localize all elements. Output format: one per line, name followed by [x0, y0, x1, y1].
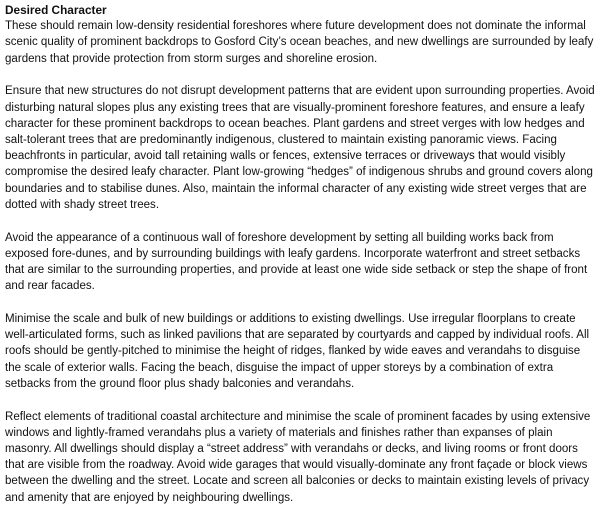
paragraph-intro: These should remain low-density residential foreshores where future development does not dominate the informal scenic quality of prominent backdrops to Gosford City’s ocean beaches, and new dwellings are surrounded by leafy gardens that provide protection from storm surges and shoreline erosion. — [5, 20, 594, 65]
paragraph-setbacks: Avoid the appearance of a continuous wall of foreshore development by setting all building works back from exposed fore-dunes, and by surrounding buildings with leafy gardens. Incorporate waterfront and street setbacks that are similar to the surrounding properties, and provide at least one wide side setback or step the shape of front and rear facades. — [5, 231, 588, 293]
section-heading: Desired Character — [5, 3, 107, 17]
paragraph-architecture: Reflect elements of traditional coastal architecture and minimise the scale of prominent facades by using extensive windows and lightly-framed verandahs plus a variety of materials and finishes rather than expanses of plain masonry. All dwellings should display a “street address” with verandahs or decks, and living rooms or front doors that are visible from the roadway. Avoid wide garages that would visually-dominate any front façade or block views between the dwelling and the street. Locate and screen all balconies or decks to maintain existing levels of privacy and amenity that are enjoyed by neighbouring dwellings. — [5, 410, 591, 504]
paragraph-scale-bulk: Minimise the scale and bulk of new buildings or additions to existing dwellings. Use irregular floorplans to create well-articulated forms, such as linked pavilions that are separated by courtyards and capped by individual roofs. All roofs should be gently-pitched to minimise the height of ridges, flanked by wide eaves and verandahs to disguise the scale of exterior walls. Facing the beach, disguise the impact of upper storeys by a combination of extra setbacks from the ground floor plus shady balconies and verandahs. — [5, 313, 590, 390]
paragraph-structures: Ensure that new structures do not disrupt development patterns that are evident upon surrounding properties. Avoid disturbing natural slopes plus any existing trees that are visually-prominent foreshore features, and ensure a leafy character for these prominent backdrops to ocean beaches. Plant gardens and street verges with low hedges and salt-tolerant trees that are predominantly indigenous, clustered to maintain existing panoramic views. Facing beachfronts in particular, avoid tall retaining walls or fences, extensive terraces or driveways that would visibly compromise the desired leafy character. Plant low-growing “hedges” of indigenous shrubs and ground covers along boundaries and to stabilise dunes. Also, maintain the informal character of any existing wide street verges that are dotted with shady street trees. — [5, 85, 595, 211]
